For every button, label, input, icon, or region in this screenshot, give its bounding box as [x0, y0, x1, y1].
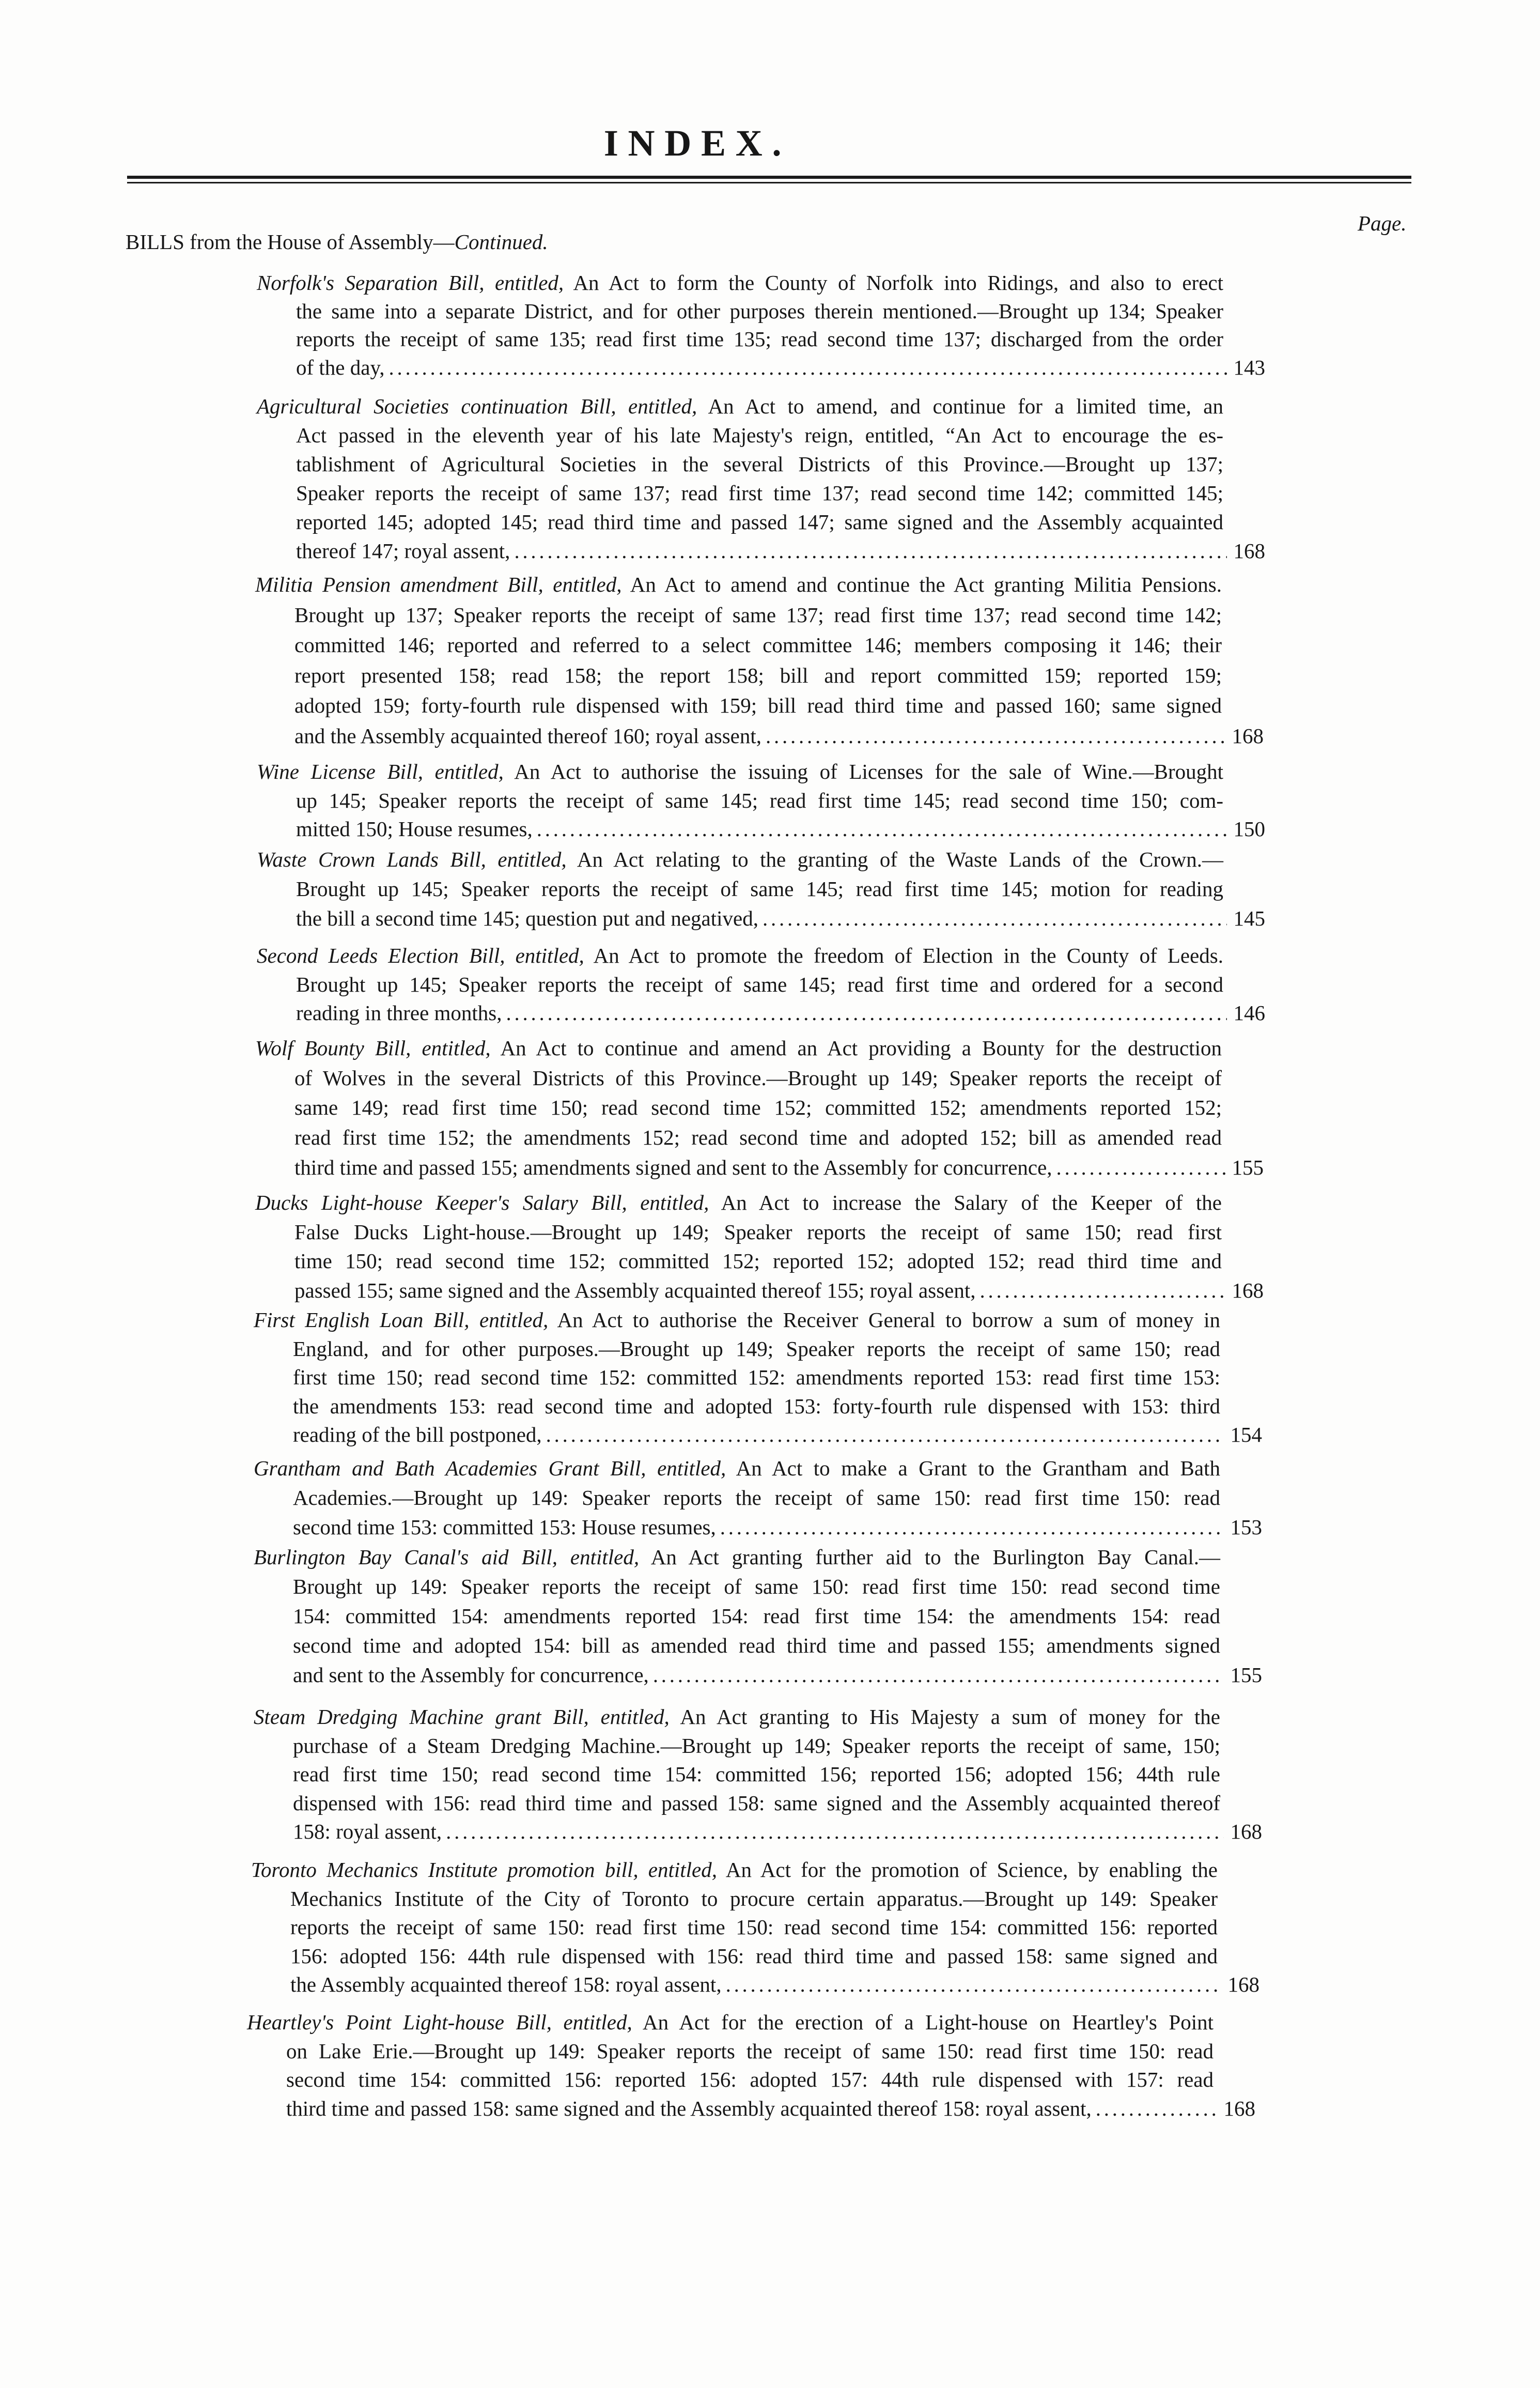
entry-line-text: An Act for the promotion of Science, by enabling the — [725, 1858, 1218, 1882]
entry-line-text: An Act granting to His Majesty a sum of money for the — [680, 1705, 1220, 1729]
entry-first-line — [257, 845, 1223, 874]
entry-line: reports the receipt of same 150: read first time 150: read second time 154: committed 156: reported — [290, 1915, 1218, 1939]
dot-leader — [1056, 1153, 1225, 1183]
entry-line-text: third time and passed 158: same signed and the Assembly acquainted thereof 158: royal assent, — [286, 2096, 1092, 2120]
dot-leader — [514, 536, 1227, 565]
entry-last-line — [294, 1153, 1264, 1183]
entry-line: Brought up 145; Speaker reports the receipt of same 145; read first time 145; motion for reading — [296, 877, 1223, 901]
entry-title: Norfolk's Separation Bill, entitled, — [257, 271, 564, 295]
entry-line: time 150; read second time 152; committed 152; reported 152; adopted 152; read third time and — [294, 1249, 1222, 1273]
entry-line: same 149; read first time 150; read second time 152; committed 152; amendments reported 152; — [294, 1096, 1222, 1120]
entry-first-line — [255, 1034, 1222, 1064]
entry-line-text: of the day, — [296, 355, 385, 379]
dot-leader — [763, 904, 1227, 933]
entry-line: False Ducks Light-house.—Brought up 149; Speaker reports the receipt of same 150; read first — [294, 1220, 1222, 1244]
section-heading-text: BILLS from the House of Assembly— — [126, 230, 455, 254]
entry-line: dispensed with 156: read third time and passed 158: same signed and the Assembly acquainted thereof — [293, 1791, 1220, 1815]
entry-line: Academies.—Brought up 149: Speaker reports the receipt of same 150: read first time 150: read — [293, 1486, 1220, 1509]
entry-first-line — [247, 2008, 1214, 2037]
entry-first-line — [254, 1543, 1220, 1572]
index-entry — [254, 1543, 1262, 1690]
entry-title: Militia Pension amendment Bill, entitled, — [255, 573, 622, 596]
page-number: 150 — [1233, 817, 1265, 841]
entry-line-text: reading of the bill postponed, — [293, 1423, 542, 1446]
entry-line-text: An Act to increase the Salary of the Keeper of the — [721, 1191, 1222, 1214]
entry-line: on Lake Erie.—Brought up 149: Speaker reports the receipt of same 150: read first time 150: read — [286, 2039, 1214, 2063]
page-number: 146 — [1233, 1001, 1265, 1025]
entry-line-text: third time and passed 155; amendments signed and sent to the Assembly for concurrence, — [294, 1155, 1052, 1179]
index-entry — [254, 1306, 1262, 1450]
page-number: 168 — [1223, 2096, 1255, 2120]
entry-line: Mechanics Institute of the City of Toronto to procure certain apparatus.—Brought up 149: Speaker — [290, 1886, 1218, 1911]
entry-last-line — [296, 536, 1265, 565]
page-number: 168 — [1233, 539, 1265, 563]
dot-leader — [389, 353, 1227, 382]
index-entry — [257, 758, 1265, 844]
dot-leader — [726, 1970, 1221, 1999]
entry-line: second time 154: committed 156: reported 156: adopted 157: 44th rule dispensed with 157: read — [286, 2068, 1214, 2091]
entry-first-line — [257, 942, 1223, 970]
entry-first-line — [254, 1454, 1220, 1483]
entry-first-line — [257, 392, 1223, 421]
entry-line: 154: committed 154: amendments reported 154: read first time 154: the amendments 154: read — [293, 1604, 1220, 1628]
entry-line-text: An Act to make a Grant to the Grantham and Bath — [736, 1456, 1220, 1480]
page-number: 155 — [1232, 1155, 1264, 1179]
entry-line: England, and for other purposes.—Brought up 149; Speaker reports the receipt of same 150; read — [293, 1336, 1220, 1361]
entry-line-text: An Act to amend and continue the Act granting Militia Pensions. — [630, 573, 1222, 596]
entry-title: Steam Dredging Machine grant Bill, entitled, — [254, 1705, 670, 1729]
entry-line-text: An Act relating to the granting of the Waste Lands of the Crown.— — [577, 848, 1223, 871]
index-entry — [257, 845, 1265, 933]
entry-line-text: and the Assembly acquainted thereof 160; royal assent, — [294, 723, 762, 748]
entry-line-text: passed 155; same signed and the Assembly acquainted thereof 155; royal assent, — [294, 1278, 976, 1302]
entry-line-text: An Act to amend, and continue for a limited time, an — [708, 394, 1223, 418]
entry-title: Ducks Light-house Keeper's Salary Bill, entitled, — [255, 1191, 709, 1214]
index-entry — [254, 1703, 1262, 1846]
entry-line: of Wolves in the several Districts of this Province.—Brought up 149; Speaker reports the receipt of — [294, 1066, 1222, 1090]
entry-title: Agricultural Societies continuation Bill, entitled, — [257, 394, 697, 418]
entry-line-text: reading in three months, — [296, 1001, 502, 1025]
entry-last-line — [293, 1817, 1262, 1846]
dot-leader — [720, 1513, 1224, 1542]
page-number: 153 — [1230, 1515, 1262, 1539]
entry-first-line — [255, 1188, 1222, 1218]
index-entry — [257, 269, 1265, 381]
entry-line: Speaker reports the receipt of same 137; read first time 137; read second time 142; committed 145; — [296, 481, 1223, 505]
entry-line-text: An Act granting further aid to the Burlington Bay Canal.— — [650, 1545, 1220, 1569]
entry-line: committed 146; reported and referred to a select committee 146; members composing it 146; their — [294, 633, 1222, 657]
entry-line: Brought up 145; Speaker reports the receipt of same 145; read first time and ordered for a second — [296, 972, 1223, 996]
entry-line-text: An Act to authorise the Receiver General to borrow a sum of money in — [557, 1308, 1220, 1332]
entry-line-text: and sent to the Assembly for concurrence, — [293, 1663, 649, 1687]
entry-line: up 145; Speaker reports the receipt of same 145; read first time 145; read second time 150; com- — [296, 788, 1223, 812]
entry-title: Wine License Bill, entitled, — [257, 760, 504, 783]
entry-line: the same into a separate District, and for other purposes therein mentioned.—Brought up 134; Speaker — [296, 299, 1223, 323]
entry-last-line — [290, 1970, 1259, 1999]
entry-last-line — [296, 815, 1265, 844]
entry-line-text: the Assembly acquainted thereof 158: royal assent, — [290, 1973, 722, 1996]
entry-line: Brought up 149: Speaker reports the receipt of same 150: read first time 150: read second time — [293, 1575, 1220, 1598]
index-entry — [247, 2008, 1255, 2123]
page-number: 145 — [1233, 906, 1265, 930]
entry-line: reported 145; adopted 145; read third time and passed 147; same signed and the Assembly acquainted — [296, 510, 1223, 534]
page-column-label: Page. — [1358, 211, 1407, 235]
entry-first-line — [257, 758, 1223, 787]
page-number: 155 — [1230, 1663, 1262, 1687]
entry-line: report presented 158; read 158; the report 158; bill and report committed 159; reported 159; — [294, 663, 1222, 687]
section-heading — [126, 228, 548, 256]
entry-line-text: second time 153: committed 153: House resumes, — [293, 1515, 716, 1539]
index-entry — [255, 569, 1264, 751]
dot-leader — [446, 1817, 1224, 1846]
index-entry — [257, 392, 1265, 566]
entry-title: Grantham and Bath Academies Grant Bill, entitled, — [254, 1456, 726, 1480]
entry-line: reports the receipt of same 135; read first time 135; read second time 137; discharged from the order — [296, 327, 1223, 351]
page-number: 168 — [1227, 1973, 1259, 1996]
entry-first-line — [255, 569, 1222, 600]
index-entry — [255, 1188, 1264, 1305]
entry-line: read first time 150; read second time 154: committed 156; reported 156; adopted 156; 44th rule — [293, 1762, 1220, 1786]
entry-first-line — [254, 1703, 1220, 1732]
entry-title: Wolf Bounty Bill, entitled, — [255, 1036, 491, 1060]
entry-title: Heartley's Point Light-house Bill, entitled, — [247, 2010, 632, 2034]
entry-last-line — [286, 2094, 1255, 2123]
dot-leader — [546, 1421, 1224, 1450]
entry-line-text: 158: royal assent, — [293, 1820, 442, 1843]
entry-line-text: thereof 147; royal assent, — [296, 539, 510, 563]
page-number: 168 — [1232, 723, 1264, 748]
entry-line: second time and adopted 154: bill as amended read third time and passed 155; amendments signed — [293, 1634, 1220, 1657]
index-entry — [251, 1856, 1259, 1999]
dot-leader — [506, 999, 1227, 1028]
page-number: 143 — [1233, 355, 1265, 379]
dot-leader — [1096, 2094, 1217, 2123]
entry-first-line — [254, 1306, 1220, 1335]
dot-leader — [980, 1276, 1225, 1305]
entry-line-text: An Act to continue and amend an Act providing a Bounty for the destruction — [500, 1036, 1222, 1060]
entry-line: Brought up 137; Speaker reports the receipt of same 137; read first time 137; read second time 142; — [294, 603, 1222, 627]
index-entry — [257, 942, 1265, 1028]
dot-leader — [537, 815, 1227, 844]
entry-last-line — [293, 1660, 1262, 1690]
entry-line: Act passed in the eleventh year of his late Majesty's reign, entitled, “An Act to encourage the es- — [296, 423, 1223, 448]
entry-title: Toronto Mechanics Institute promotion bill, entitled, — [251, 1858, 717, 1882]
entry-line: the amendments 153: read second time and adopted 153: forty-fourth rule dispensed with 153: third — [293, 1394, 1220, 1418]
entry-last-line — [296, 353, 1265, 382]
entry-line: adopted 159; forty-fourth rule dispensed with 159; bill read third time and passed 160; same signed — [294, 694, 1222, 717]
index-entry — [255, 1034, 1264, 1183]
entry-last-line — [294, 721, 1264, 751]
entry-last-line — [296, 999, 1265, 1028]
dot-leader — [766, 721, 1225, 751]
page-number: 154 — [1230, 1423, 1262, 1446]
entry-line-text: An Act to promote the freedom of Election in the County of Leeds. — [593, 944, 1223, 967]
page-number: 168 — [1230, 1820, 1262, 1843]
entry-line: first time 150; read second time 152: committed 152: amendments reported 153: read first time 153: — [293, 1365, 1220, 1389]
entry-last-line — [293, 1513, 1262, 1542]
entry-title: Waste Crown Lands Bill, entitled, — [257, 848, 567, 871]
entry-last-line — [293, 1421, 1262, 1450]
entry-title: Burlington Bay Canal's aid Bill, entitled, — [254, 1545, 640, 1569]
header-rule-thick — [127, 176, 1411, 179]
entry-line: 156: adopted 156: 44th rule dispensed with 156: read third time and passed 158: same signed and — [290, 1944, 1218, 1968]
entry-line: read first time 152; the amendments 152; read second time and adopted 152; bill as amended read — [294, 1126, 1222, 1150]
entry-last-line — [294, 1276, 1264, 1305]
entry-last-line — [296, 904, 1265, 933]
index-entry — [254, 1454, 1262, 1542]
entry-line-text: the bill a second time 145; question put and negatived, — [296, 906, 758, 930]
entry-first-line — [251, 1856, 1218, 1885]
section-heading-continued: Continued. — [454, 230, 548, 254]
page-title: INDEX. — [603, 122, 791, 164]
entry-line-text: An Act to form the County of Norfolk into Ridings, and also to erect — [573, 271, 1223, 295]
dot-leader — [653, 1660, 1224, 1690]
entry-line: purchase of a Steam Dredging Machine.—Brought up 149; Speaker reports the receipt of same, 150; — [293, 1733, 1220, 1758]
header-rule-thin — [127, 182, 1411, 183]
entry-line-text: An Act for the erection of a Light-house on Heartley's Point — [643, 2010, 1214, 2034]
entry-first-line — [257, 269, 1223, 297]
entry-line-text: mitted 150; House resumes, — [296, 817, 533, 841]
entry-line-text: An Act to authorise the issuing of Licenses for the sale of Wine.—Brought — [514, 760, 1223, 783]
entry-title: Second Leeds Election Bill, entitled, — [257, 944, 584, 967]
page-number: 168 — [1232, 1278, 1264, 1302]
entry-title: First English Loan Bill, entitled, — [254, 1308, 549, 1332]
entry-line: tablishment of Agricultural Societies in the several Districts of this Province.—Brought up 137; — [296, 452, 1223, 476]
